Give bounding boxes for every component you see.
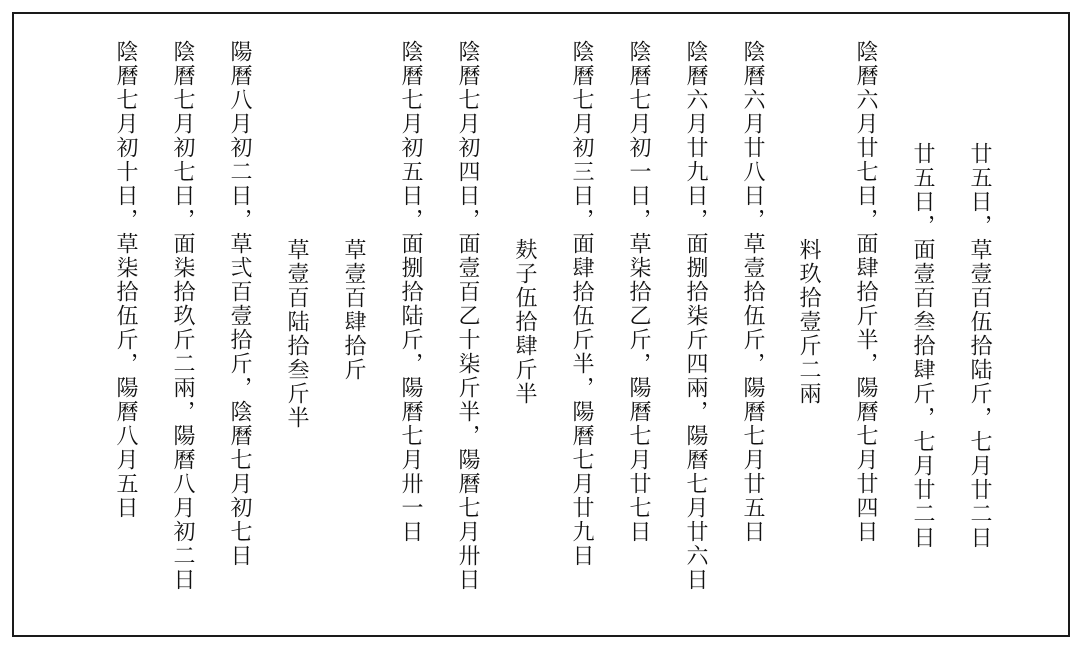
- ledger-column: 草壹百陆拾叁斤半: [284, 238, 309, 430]
- ledger-column: 陰曆六月廿九日，面捌拾柒斤四兩，陽曆七月廿六日: [683, 40, 708, 592]
- ledger-column: 廿五日，草壹百伍拾陆斤，七月廿二日: [967, 142, 992, 550]
- ledger-column: 陰曆七月初七日，面柒拾玖斤二兩，陽曆八月初二日: [170, 40, 195, 592]
- ledger-column: 陰曆六月廿七日，面肆拾斤半，陽曆七月廿四日: [853, 40, 878, 544]
- ledger-column: 料玖拾壹斤二兩: [796, 238, 821, 406]
- ledger-column: 陽曆八月初二日，草弍百壹拾斤，陰曆七月初七日: [227, 40, 252, 568]
- ledger-column: 陰曆七月初三日，面肆拾伍斤半，陽曆七月廿九日: [569, 40, 594, 568]
- ledger-column: 陰曆六月廿八日，草壹拾伍斤，陽曆七月廿五日: [740, 40, 765, 544]
- ledger-page: [12, 12, 1070, 637]
- ledger-column: 廿五日，面壹百叁拾肆斤，七月廿二日: [910, 142, 935, 550]
- ledger-column: 麸子伍拾肆斤半: [512, 238, 537, 406]
- ledger-column: 陰曆七月初十日，草柒拾伍斤，陽曆八月五日: [113, 40, 138, 520]
- ledger-column: 草壹百肆拾斤: [341, 238, 366, 382]
- ledger-column: 陰曆七月初一日，草柒拾乙斤，陽曆七月廿七日: [626, 40, 651, 544]
- ledger-column: 陰曆七月初五日，面捌拾陆斤，陽曆七月卅一日: [398, 40, 423, 544]
- ledger-column: 陰曆七月初四日，面壹百乙十柒斤半，陽曆七月卅日: [455, 40, 480, 592]
